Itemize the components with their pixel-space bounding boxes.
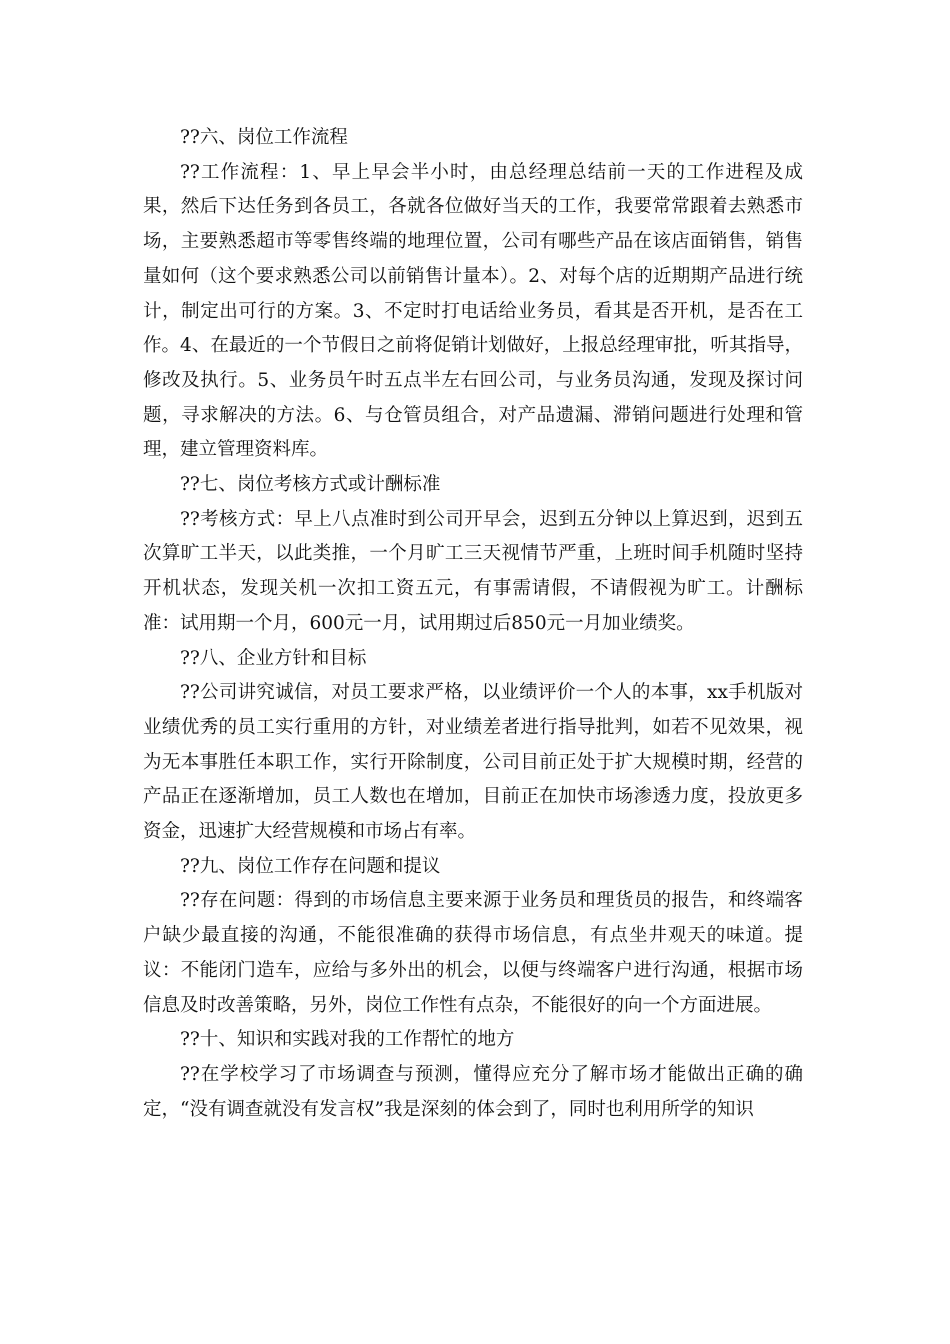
paragraph-workflow: ??工作流程：1、早上早会半小时，由总经理总结前一天的工作进程及成果，然后下达任务到各员工，各就各位做好当天的工作，我要常常跟着去熟悉市场，主要熟悉超市等零售终端的地理位置，公司有哪些产品在该店面销售，销售量如何（这个要求熟悉公司以前销售计量本）。2、对每个店的近期期产品进行统计，制定出可行的方案。3、不定时打电话给业务员，看其是否开机，是否在工作。4、在最近的一个节假日之前将促销计划做好，上报总经理审批，听其指导，修改及执行。5、业务员午时五点半左右回公司，与业务员沟通，发现及探讨问题，寻求解决的方法。6、与仓管员组合，对产品遗漏、滞销问题进行处理和管理，建立管理资料库。 bbox=[143, 161, 803, 461]
section-heading-7: ??七、岗位考核方式或计酬标准 bbox=[180, 474, 441, 496]
section-heading-9: ??九、岗位工作存在问题和提议 bbox=[180, 855, 441, 877]
paragraph-problems: ??存在问题：得到的市场信息主要来源于业务员和理货员的报告，和终端客户缺少最直接的沟通，不能很准确的获得市场信息，有点坐井观天的味道。提议：不能闭门造车，应给与多外出的机会，以便与终端客户进行沟通，根据市场信息及时改善策略，另外，岗位工作性有点杂，不能很好的向一个方面进展。 bbox=[143, 890, 803, 1016]
paragraph-knowledge: ??在学校学习了市场调查与预测，懂得应充分了解市场才能做出正确的确定，“没有调查就没有发言权”我是深刻的体会到了，同时也利用所学的知识 bbox=[143, 1063, 803, 1120]
document-body bbox=[143, 121, 803, 1127]
section-heading-8: ??八、企业方针和目标 bbox=[180, 647, 367, 669]
paragraph-policy: ??公司讲究诚信，对员工要求严格，以业绩评价一个人的本事，xx手机版对业绩优秀的员工实行重用的方针，对业绩差者进行指导批判，如若不见效果，视为无本事胜任本职工作，实行开除制度，公司目前正处于扩大规模时期，经营的产品正在逐渐增加，员工人数也在增加，目前正在加快市场渗透力度，投放更多资金，迅速扩大经营规模和市场占有率。 bbox=[143, 682, 803, 843]
section-heading-10: ??十、知识和实践对我的工作帮忙的地方 bbox=[180, 1029, 515, 1051]
section-heading-6: ??六、岗位工作流程 bbox=[180, 127, 348, 148]
paragraph-assessment: ??考核方式：早上八点准时到公司开早会，迟到五分钟以上算迟到，迟到五次算旷工半天，以此类推，一个月旷工三天视情节严重，上班时间手机随时坚持开机状态，发现关机一次扣工资五元，有事需请假，不请假视为旷工。计酬标准：试用期一个月，600元一月，试用期过后850元一月加业绩奖。 bbox=[143, 508, 803, 634]
